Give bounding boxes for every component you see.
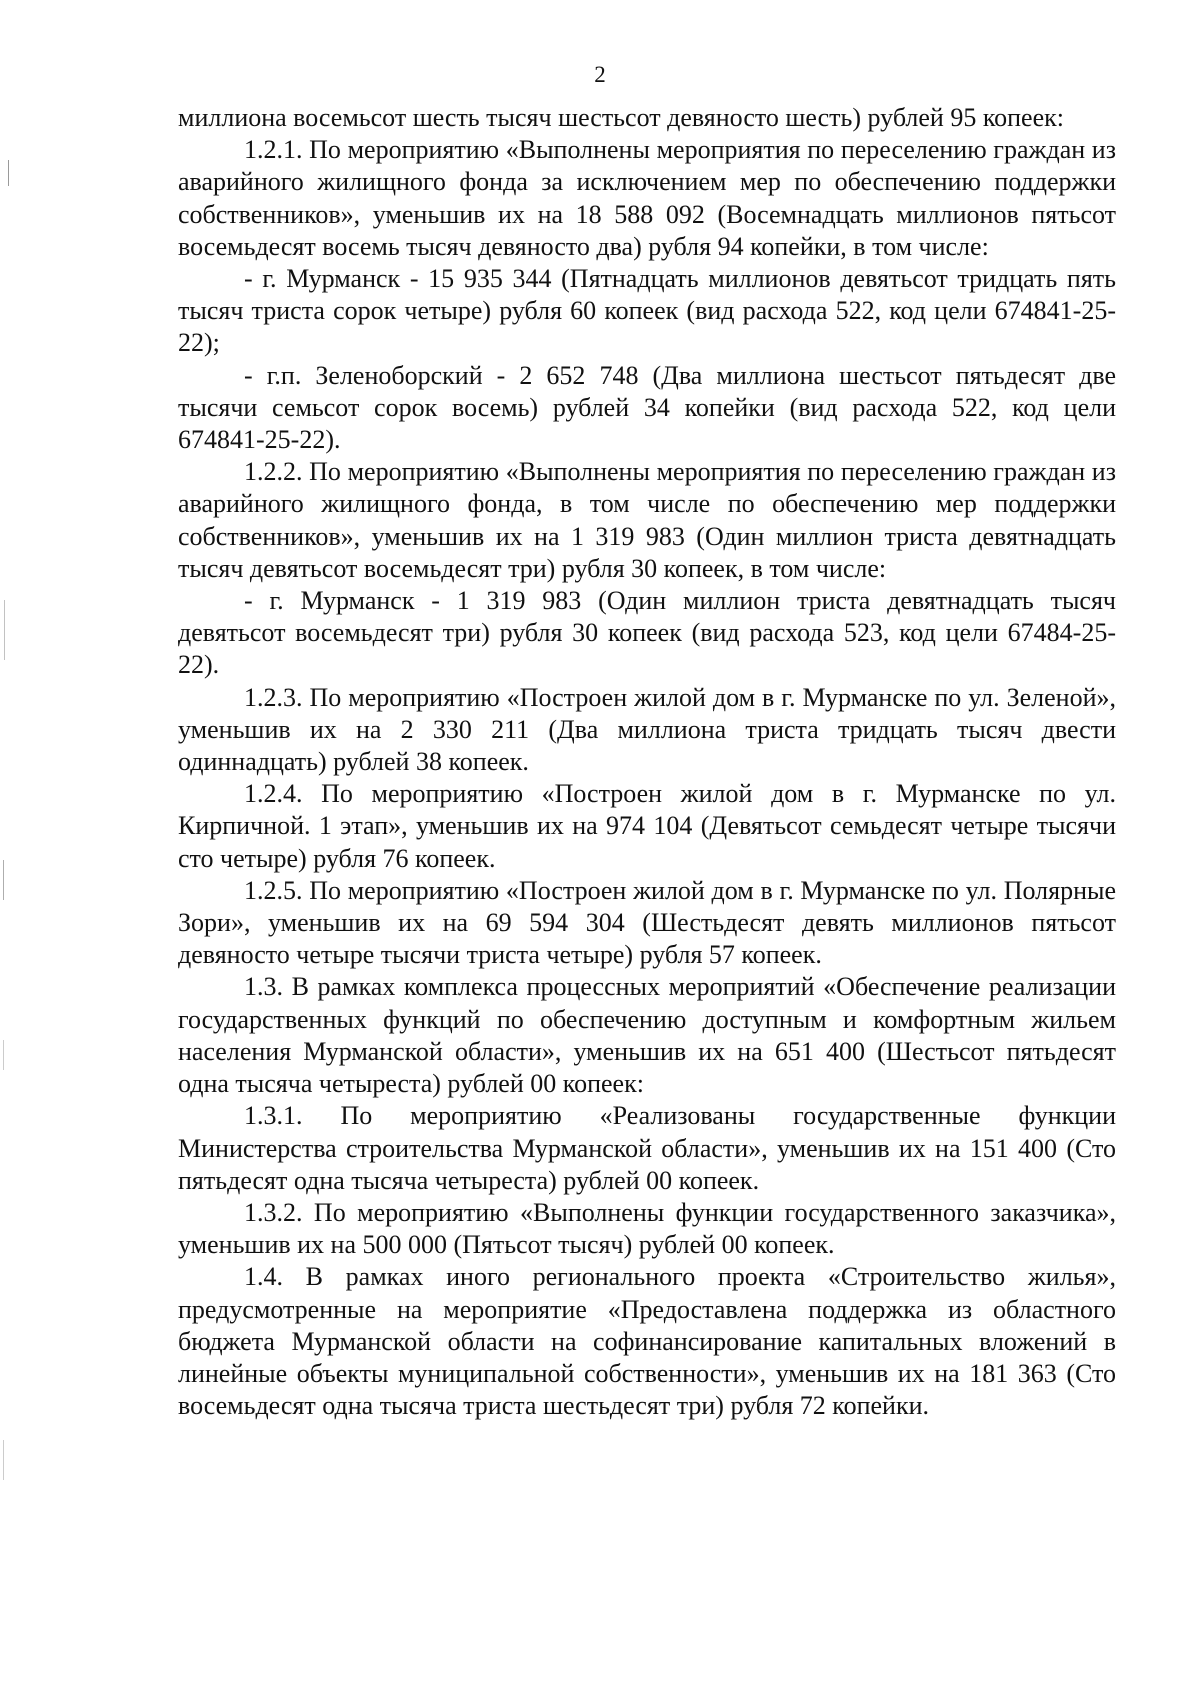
scan-artifact xyxy=(4,600,5,660)
paragraph-1-2-1: 1.2.1. По мероприятию «Выполнены мероприятия по переселению граждан из аварийного жилищного фонда за исключением мер по обеспечению поддержки собственников», уменьшив их на 18 588 092 (Восемнадцать миллионов пятьсот восемьдесят восемь тысяч девяносто два) рубля 94 копейки, в том числе: xyxy=(178,135,1116,261)
list-item-murmansk: - г. Мурманск - 15 935 344 (Пятнадцать миллионов девятьсот тридцать пять тысяч триста сорок четыре) рубля 60 копеек (вид расхода 522, код цели 674841-25-22); xyxy=(178,264,1116,358)
paragraph-1-2-2: 1.2.2. По мероприятию «Выполнены мероприятия по переселению граждан из аварийного жилищного фонда, в том числе по обеспечению мер поддержки собственников», уменьшив их на 1 319 983 (Один миллион триста девятнадцать тысяч девятьсот восемьдесят три) рубля 30 копеек, в том числе: xyxy=(178,457,1116,583)
list-item-zelenoborsky: - г.п. Зеленоборский - 2 652 748 (Два миллиона шестьсот пятьдесят две тысячи семьсот сорок восемь) рублей 34 копейки (вид расхода 522, код цели 674841-25-22). xyxy=(178,360,1116,455)
paragraph-continuation: миллиона восемьсот шесть тысяч шестьсот девяносто шесть) рублей 95 копеек: xyxy=(178,103,1064,132)
scan-artifact xyxy=(8,160,9,186)
paragraph-1-4: 1.4. В рамках иного регионального проекта «Строительство жилья», предусмотренные на мероприятие «Предоставлена поддержка из областного бюджета Мурманской области на софинансирование капитальных вложений в линейные объекты муниципальной собственности», уменьшив их на 181 363 (Сто восемьдесят одна тысяча триста шестьдесят три) рубля 72 копейки. xyxy=(178,1262,1116,1421)
paragraph-1-2-4: 1.2.4. По мероприятию «Построен жилой дом в г. Мурманске по ул. Кирпичной. 1 этап», уменьшив их на 974 104 (Девятьсот семьдесят четыре тысячи сто четыре) рубля 76 копеек. xyxy=(178,779,1116,873)
paragraph-1-2-3: 1.2.3. По мероприятию «Построен жилой дом в г. Мурманске по ул. Зеленой», уменьшив их на 2 330 211 (Два миллиона триста тридцать тысяч двести одиннадцать) рублей 38 копеек. xyxy=(178,682,1116,777)
scan-artifact xyxy=(3,1440,4,1480)
document-body xyxy=(178,102,1116,1422)
paragraph-1-3: 1.3. В рамках комплекса процессных мероприятий «Обеспечение реализации государственных функций по обеспечению доступным и комфортным жильем населения Мурманской области», уменьшив их на 651 400 (Шестьсот пятьдесят одна тысяча четыреста) рублей 00 копеек: xyxy=(178,972,1116,1099)
paragraph-1-3-2: 1.3.2. По мероприятию «Выполнены функции государственного заказчика», уменьшив их на 500 000 (Пятьсот тысяч) рублей 00 копеек. xyxy=(178,1197,1116,1260)
list-item-murmansk-2: - г. Мурманск - 1 319 983 (Один миллион триста девятнадцать тысяч девятьсот восемьдесят три) рубля 30 копеек (вид расхода 523, код цели 67484-25-22). xyxy=(178,586,1116,680)
scan-artifact xyxy=(3,860,4,900)
scan-artifact xyxy=(3,1040,4,1070)
page-number: 2 xyxy=(594,62,606,87)
paragraph-1-2-5: 1.2.5. По мероприятию «Построен жилой дом в г. Мурманске по ул. Полярные Зори», уменьшив их на 69 594 304 (Шестьдесят девять миллионов пятьсот девяносто четыре тысячи триста четыре) рубля 57 копеек. xyxy=(178,875,1116,970)
paragraph-1-3-1: 1.3.1. По мероприятию «Реализованы государственные функции Министерства строительства Мурманской области», уменьшив их на 151 400 (Сто пятьдесят одна тысяча четыреста) рублей 00 копеек. xyxy=(178,1101,1116,1195)
